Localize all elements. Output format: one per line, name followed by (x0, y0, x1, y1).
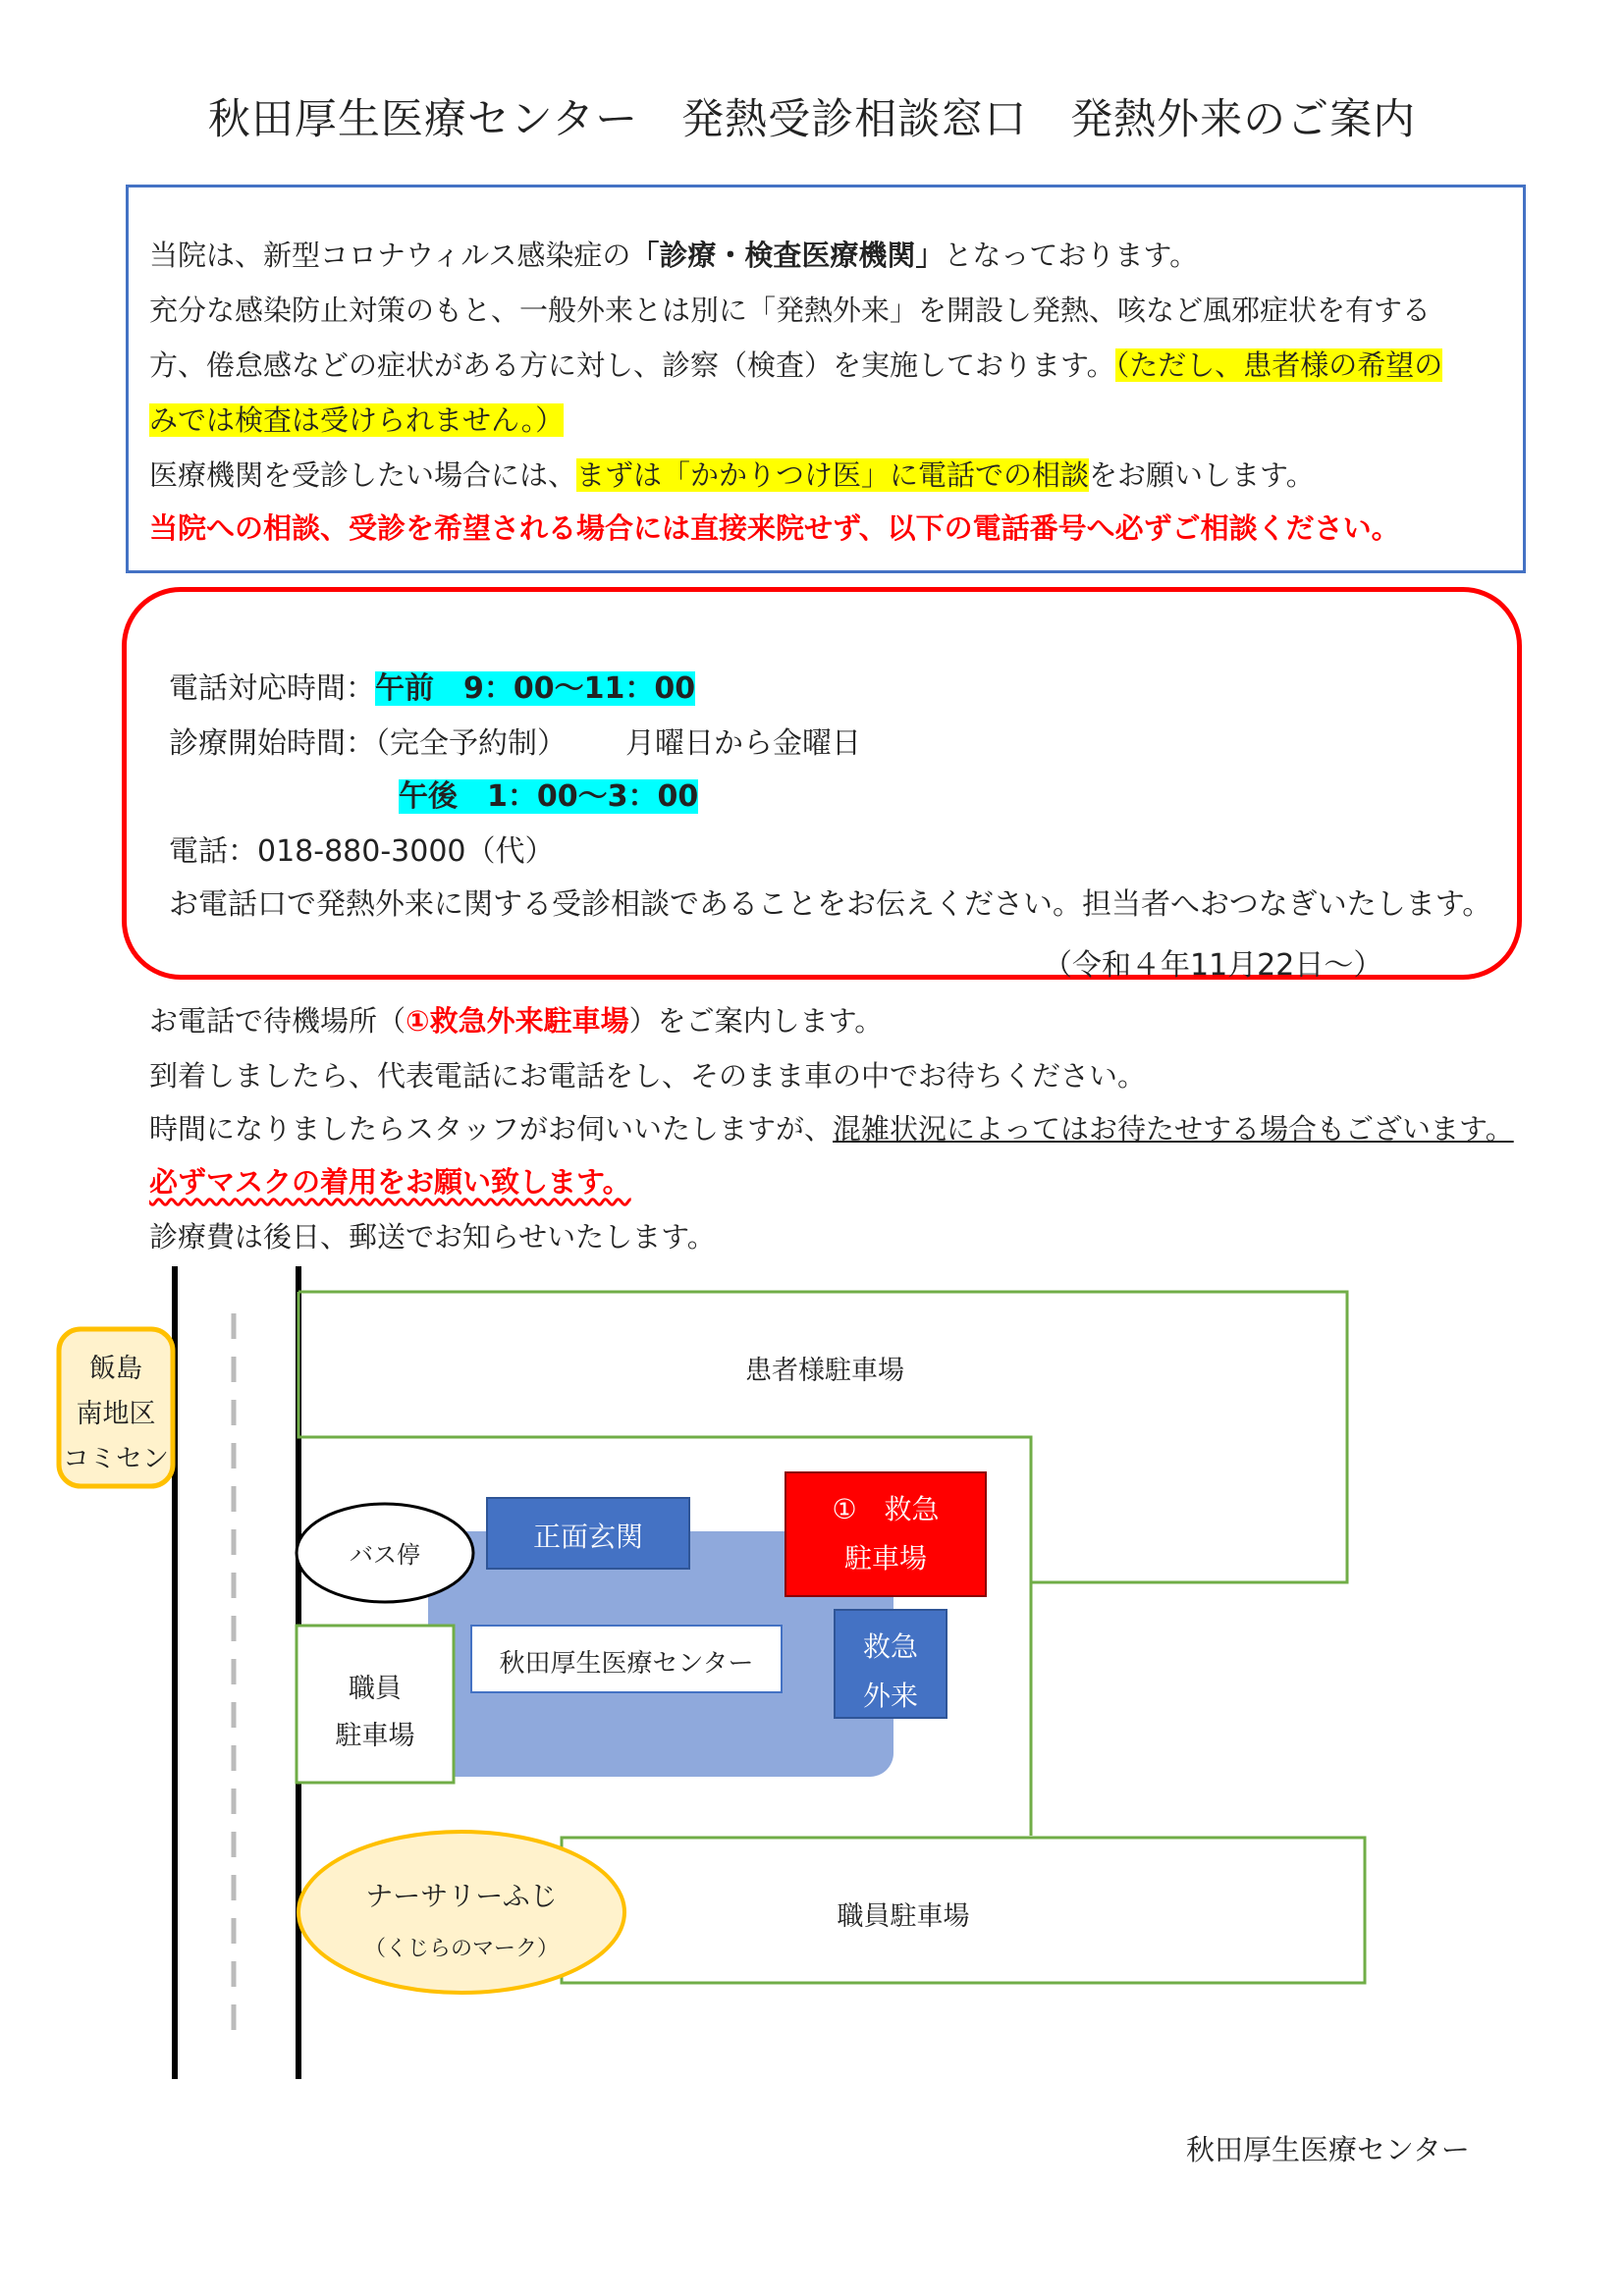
iijima-label-2: 南地区 (76, 1399, 156, 1429)
er-parking-label-1: ① 救急 (832, 1493, 940, 1525)
clinic-hours-label: 診療開始時間： (169, 726, 375, 761)
guide-text: お電話で待機場所（ (149, 1004, 406, 1038)
guide-text: 時間になりましたらスタッフがお伺いいたしますが、 (149, 1112, 834, 1146)
notice-text: 方、倦怠感などの症状がある方に対し、診察（検査）を実施しております。 (149, 348, 1115, 382)
notice-text: となっております。 (944, 239, 1199, 272)
footer-organization: 秋田厚生医療センター (1186, 2133, 1470, 2166)
notice-text: 医療機関を受診したい場合には、 (149, 458, 577, 492)
notice-warning: 当院への相談、受診を希望される場合には直接来院せず、以下の電話番号へ必ずご相談ください。 (149, 511, 1400, 545)
er-label-1: 救急 (862, 1630, 918, 1663)
er-label-2: 外来 (862, 1680, 918, 1712)
effective-date: （令和４年11月22日～） (1043, 948, 1383, 983)
guide-underlined: 混雑状況によってはお待たせする場合もございます。 (833, 1112, 1514, 1146)
guide-line-5: 診療費は後日、郵送でお知らせいたします。 (149, 1220, 716, 1254)
nursery-label-1: ナーサリーふじ (365, 1880, 558, 1912)
clinic-time-value: 午後 1：00～3：00 (399, 779, 699, 814)
notice-highlight: （ただし、患者様の希望の (1114, 348, 1443, 382)
iijima-label-1: 飯島 (89, 1354, 142, 1384)
nursery-label-2: （くじらのマーク） (363, 1937, 559, 1961)
main-entrance-label: 正面玄関 (532, 1521, 643, 1553)
mask-notice: 必ずマスクの着用をお願い致します。 (149, 1165, 631, 1199)
notice-text: 当院は、新型コロナウィルス感染症の (149, 239, 631, 272)
clinic-days: 月曜日から金曜日 (625, 726, 861, 761)
clinic-reservation-note: （完全予約制） (375, 726, 567, 761)
notice-emphasis: 「診療・検査医療機関」 (630, 239, 945, 272)
iijima-label-3: コミセン (63, 1444, 169, 1474)
bus-stop-label: バス停 (350, 1541, 420, 1569)
patient-parking-label: 患者様駐車場 (745, 1356, 904, 1386)
staff-parking-small-label-2: 駐車場 (335, 1721, 415, 1751)
notice-text: をお願いします。 (1089, 458, 1315, 492)
er-parking-label-2: 駐車場 (843, 1542, 927, 1575)
page-title: 秋田厚生医療センター 発熱受診相談窓口 発熱外来のご案内 (207, 95, 1417, 144)
notice-highlight: まずは「かかりつけ医」に電話での相談 (576, 458, 1090, 492)
phone-number: 電話：018-880-3000（代） (169, 834, 555, 869)
staff-parking-large-label: 職員駐車場 (837, 1901, 970, 1932)
phone-hours-value: 午前 9：00～11：00 (375, 671, 696, 706)
staff-parking-small-label-1: 職員 (349, 1674, 402, 1704)
er-parking-emphasis: ①救急外来駐車場 (406, 1004, 629, 1038)
hospital-label: 秋田厚生医療センター (499, 1649, 754, 1679)
notice-highlight: みでは検査は受けられません。） (149, 403, 565, 437)
phone-instruction: お電話口で発熱外来に関する受診相談であることをお伝えください。担当者へおつなぎいたします。 (169, 887, 1492, 922)
guide-line-2: 到着しましたら、代表電話にお電話をし、そのまま車の中でお待ちください。 (149, 1059, 1147, 1093)
phone-hours-label: 電話対応時間： (169, 671, 375, 706)
notice-line-2: 充分な感染防止対策のもと、一般外来とは別に「発熱外来」を開設し発熱、咳など風邪症状を有する (149, 294, 1432, 327)
guide-text: ）をご案内します。 (628, 1004, 884, 1038)
